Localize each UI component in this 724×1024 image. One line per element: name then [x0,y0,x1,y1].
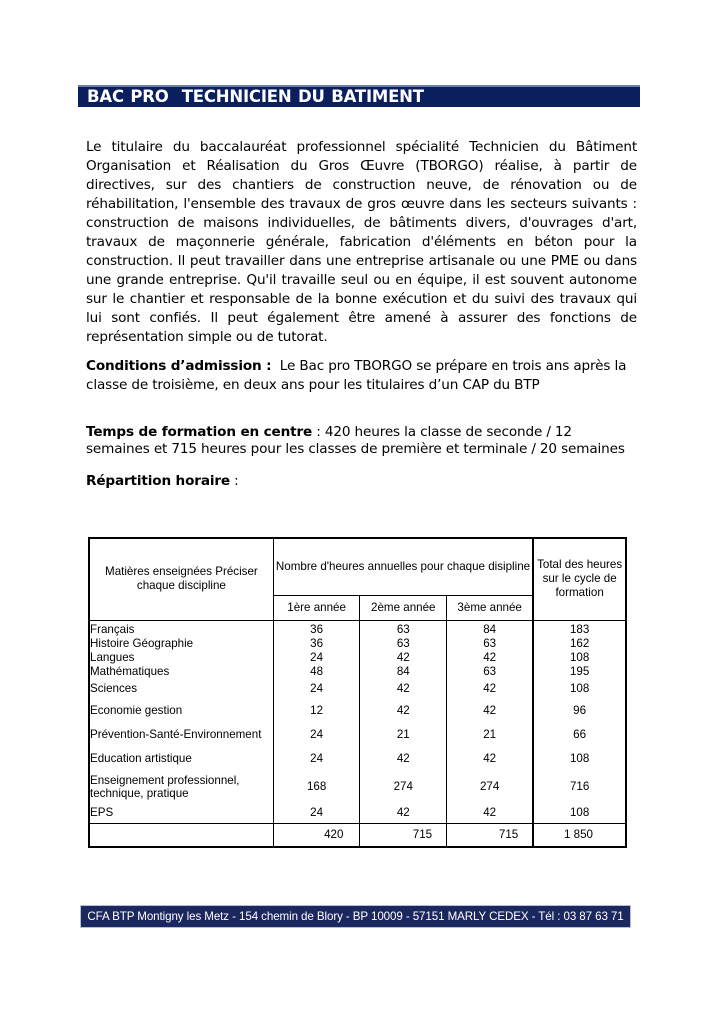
conditions-label: Conditions d’admission : [86,358,272,374]
year3-cell: 274 [447,771,534,803]
total-year1-cell: 420 [273,823,360,847]
total-cell: 108 [569,682,590,695]
subject-cell [89,771,273,803]
year1-cell: 36 [273,620,360,637]
year3-cell: 42 [447,651,534,665]
year3-cell: 84 [447,620,534,637]
grand-total-cell: 1 850 [533,823,626,847]
year3-cell: 42 [447,679,534,699]
year3-cell: 21 [447,723,534,747]
subject-cell: Mathématiques [89,665,273,679]
year2-cell: 21 [360,723,447,747]
year2-cell: 42 [360,803,447,824]
year2-cell: 274 [360,771,447,803]
conditions-text-1: Le Bac pro TBORGO se prépare en trois ans après la [271,358,627,374]
subject-cell: EPS [89,803,273,824]
year1-cell: 36 [273,637,360,651]
table-row [89,699,626,723]
total-cell: 108 [569,752,590,765]
subject-cell: Français [89,620,273,637]
footer-bar [80,905,631,944]
hours-table [88,537,627,848]
temps-text-1: : 420 heures la classe de seconde / 12 [312,424,572,440]
year2-cell: 42 [360,679,447,699]
total-cell: 195 [569,664,590,678]
table-header-row [89,538,626,595]
footer-address: CFA BTP Montigny les Metz - 154 chemin de Blory - BP 10009 - 57151 MARLY CEDEX - Tél : 03 87 63 71 08 [87,910,624,944]
header-year-3: 3ème année [447,595,534,620]
subject-cell: Histoire Géographie [89,637,273,651]
year2-cell: 42 [360,699,447,723]
subject-cell: Prévention-Santé-Environnement [89,723,273,747]
year2-cell: 42 [360,651,447,665]
year2-cell: 63 [360,620,447,637]
header-year-2: 2ème année [360,595,447,620]
year2-cell: 84 [360,665,447,679]
total-cell: 66 [573,728,587,741]
subject-line-1: Enseignement professionnel, [90,773,240,787]
total-year2-cell: 715 [360,823,447,847]
subject-cell: Langues [89,651,273,665]
year3-cell: 42 [447,747,534,771]
table-row [89,723,626,747]
table-row [89,665,626,679]
year1-cell: 24 [273,651,360,665]
table-row [89,747,626,771]
table-row [89,803,626,824]
total-cell: 162 [569,636,590,650]
total-cell: 183 [569,622,590,636]
header-hours: Nombre d'heures annuelles pour chaque disipline [273,538,533,595]
intro-paragraph: Le titulaire du baccalauréat professionnel spécialité Technicien du Bâtiment Organisation et Réalisation du Gros Œuvre (TBORGO) réalise, à partir de directives, sur des chantiers de construction neuve, de rénovation ou de réhabilitation, l'ensemble des travaux de gros œuvre dans les secteurs suivants : construction de maisons individuelles, de bâtiments divers, d'ouvrages d'art, travaux de maçonnerie générale, fabrication d'éléments en béton pour la construction. Il peut travailler dans une entreprise artisanale ou une PME ou dans une grande entreprise. Qu'il travaille seul ou en équipe, il est souvent autonome sur le chantier et responsable de la bonne exécution et du suivi des travaux qui lui sont confiés. Il peut également être amené à assurer des fonctions de représentation simple ou de tutorat. [86,139,637,345]
header-year-1: 1ère année [273,595,360,620]
year3-cell: 63 [447,665,534,679]
total-cell: 108 [569,650,590,664]
total-year3-cell: 715 [447,823,534,847]
header-subject: Matières enseignées Préciser chaque discipline [89,538,273,620]
subject-cell: Sciences [89,679,273,699]
year1-cell: 24 [273,747,360,771]
temps-section [86,424,646,458]
title-bar [78,85,640,107]
subject-cell: Economie gestion [89,699,273,723]
header-total: Total des heures sur le cycle de formation [533,538,626,620]
temps-label: Temps de formation en centre [86,424,313,440]
year1-cell: 48 [273,665,360,679]
year1-cell: 168 [273,771,360,803]
total-cell: 96 [573,704,587,717]
year1-cell: 24 [273,723,360,747]
table-row [89,679,626,699]
table-row [89,651,626,665]
year2-cell: 63 [360,637,447,651]
year3-cell: 42 [447,803,534,824]
subject-cell: Education artistique [89,747,273,771]
conditions-text-2: classe de troisième, en deux ans pour les titulaires d’un CAP du BTP [86,377,540,393]
page-title: BAC PRO TECHNICIEN DU BATIMENT [87,87,424,106]
subject-line-2: technique, pratique [90,786,189,800]
year2-cell: 42 [360,747,447,771]
table-total-row [89,823,626,847]
total-cell: 716 [569,780,590,793]
repartition-suffix: : [230,473,239,489]
total-subject-cell [89,823,273,847]
year3-cell: 42 [447,699,534,723]
year1-cell: 12 [273,699,360,723]
year1-cell: 24 [273,679,360,699]
table-row [89,637,626,651]
table-row [89,771,626,803]
repartition-section [86,472,646,491]
temps-text-2: semaines et 715 heures pour les classes de première et terminale / 20 semaines [86,441,625,457]
table-row [89,620,626,637]
year1-cell: 24 [273,803,360,824]
repartition-label: Répartition horaire [86,473,230,489]
conditions-section [86,357,646,395]
year3-cell: 63 [447,637,534,651]
total-cell: 108 [569,806,590,819]
